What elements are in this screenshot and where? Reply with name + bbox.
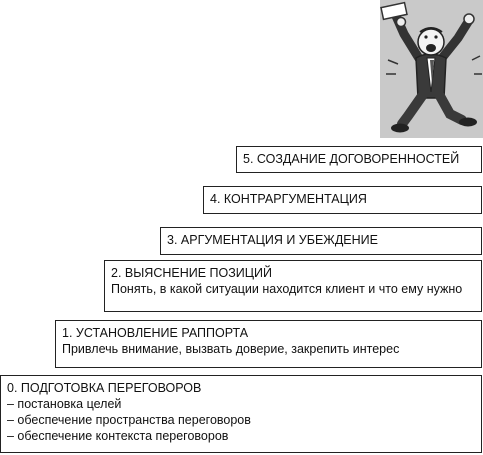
step-0-item-context: – обеспечение контекста переговоров (7, 429, 229, 443)
step-0-list (7, 396, 475, 444)
step-2-description: Понять, в какой ситуации находится клиент и что ему нужно (111, 282, 463, 296)
celebrating-businessman-illustration (380, 0, 483, 138)
step-2-title: 2. ВЫЯСНЕНИЕ ПОЗИЦИЙ (111, 266, 272, 280)
celebrating-businessman-icon (380, 0, 483, 138)
step-5-box (236, 146, 482, 173)
step-5-title: 5. СОЗДАНИЕ ДОГОВОРЕННОСТЕЙ (243, 152, 460, 166)
step-0-box (0, 375, 482, 453)
step-1-box (55, 320, 482, 368)
step-3-box (160, 227, 482, 255)
step-1-description: Привлечь внимание, вызвать доверие, закрепить интерес (62, 342, 400, 356)
step-4-title: 4. КОНТРАРГУМЕНТАЦИЯ (210, 192, 367, 206)
step-0-title: 0. ПОДГОТОВКА ПЕРЕГОВОРОВ (7, 381, 202, 395)
step-3-title: 3. АРГУМЕНТАЦИЯ И УБЕЖДЕНИЕ (167, 233, 378, 247)
step-2-box (104, 260, 482, 312)
step-0-item-goals: – постановка целей (7, 397, 122, 411)
step-0-item-space: – обеспечение пространства переговоров (7, 413, 251, 427)
step-1-title: 1. УСТАНОВЛЕНИЕ РАППОРТА (62, 326, 249, 340)
step-4-box (203, 186, 482, 214)
